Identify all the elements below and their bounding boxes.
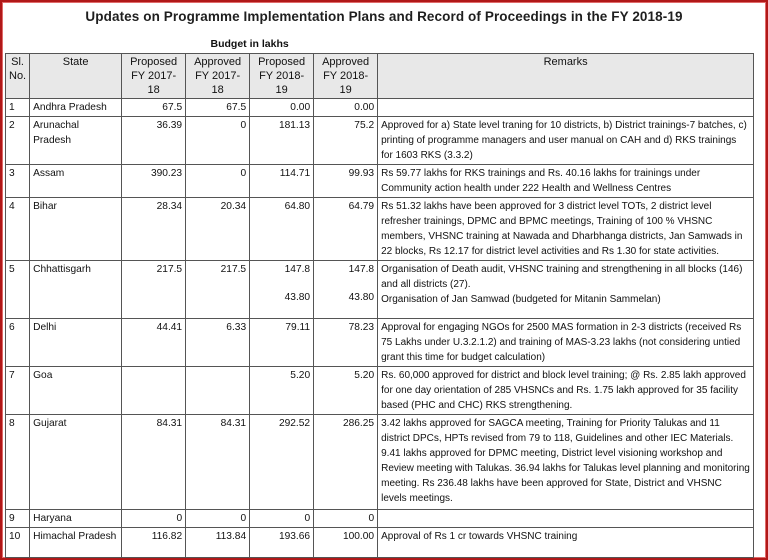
cell-approved-2017-18: 6.33	[186, 319, 250, 367]
value-secondary: 43.80	[284, 292, 311, 303]
table-row	[6, 198, 754, 261]
table-row	[6, 528, 754, 558]
cell-proposed-2017-18	[122, 367, 186, 415]
cell-proposed-2018-19: 292.52	[250, 415, 314, 510]
cell-state: Delhi	[30, 319, 122, 367]
cell-approved-2017-18: 0	[186, 510, 250, 528]
cell-approved-2018-19: 75.2	[314, 117, 378, 165]
cell-remarks: Rs. 60,000 approved for district and block level training; @ Rs. 2.85 lakh approved for one day orientation of 285 VHSNCs and Rs. 1.75 lakh approved for 35 facility based (PHC and CHC) RKS strengthening.	[378, 367, 754, 415]
cell-sl: 5	[6, 261, 30, 319]
cell-proposed-2017-18: 36.39	[122, 117, 186, 165]
cell-approved-2017-18	[186, 367, 250, 415]
cell-remarks: 3.42 lakhs approved for SAGCA meeting, Training for Priority Talukas and 11 district DPCs, HPTs revised from 79 to 118, Guidelines and other IEC Materials. 9.41 lakhs approved for DPMC meeting, District level visioning workshop and Review meeting with Talukas. 36.94 lakhs for Talukas level planning and monitoring meeting. Rs 236.48 lakhs have been approved for State, District and VHSNC levels meetings.	[378, 415, 754, 510]
col-header-sl: Sl. No.	[6, 54, 30, 99]
col-header-approved-2018-19: Approved FY 2018-19	[314, 54, 378, 99]
cell-state: Himachal Pradesh	[30, 528, 122, 558]
value-primary: 147.8	[284, 264, 311, 275]
cell-proposed-2017-18: 84.31	[122, 415, 186, 510]
cell-proposed-2017-18: 28.34	[122, 198, 186, 261]
cell-remarks: Rs 59.77 lakhs for RKS trainings and Rs. 40.16 lakhs for trainings under Community action health under 222 Health and Wellness Centres	[378, 165, 754, 198]
remarks-primary: Organisation of Death audit, VHSNC training and strengthening in all blocks (146) and all districts (27).	[381, 264, 743, 290]
cell-approved-2017-18: 0	[186, 165, 250, 198]
cell-remarks	[378, 510, 754, 528]
remarks-secondary: Organisation of Jan Samwad (budgeted for Mitanin Sammelan)	[381, 294, 661, 305]
table-row	[6, 319, 754, 367]
cell-approved-2018-19: 0	[314, 510, 378, 528]
cell-state: Haryana	[30, 510, 122, 528]
cell-proposed-2018-19	[250, 261, 314, 319]
col-header-approved-2017-18: Approved FY 2017-18	[186, 54, 250, 99]
table-row	[6, 510, 754, 528]
table-row	[6, 261, 754, 319]
cell-remarks	[378, 99, 754, 117]
cell-approved-2018-19: 100.00	[314, 528, 378, 558]
cell-proposed-2017-18: 390.23	[122, 165, 186, 198]
cell-approved-2017-18: 113.84	[186, 528, 250, 558]
value-secondary: 43.80	[348, 292, 375, 303]
cell-sl: 2	[6, 117, 30, 165]
cell-approved-2018-19: 78.23	[314, 319, 378, 367]
page-title: Updates on Programme Implementation Plans and Record of Proceedings in the FY 2018-19	[85, 9, 683, 24]
cell-approved-2017-18: 217.5	[186, 261, 250, 319]
col-header-proposed-2018-19: Proposed FY 2018-19	[250, 54, 314, 99]
cell-approved-2018-19: 5.20	[314, 367, 378, 415]
table-row	[6, 415, 754, 510]
cell-approved-2018-19: 64.79	[314, 198, 378, 261]
header-spacer-right	[378, 36, 754, 54]
cell-state: Chhattisgarh	[30, 261, 122, 319]
value-primary: 147.8	[348, 264, 375, 275]
cell-proposed-2017-18: 67.5	[122, 99, 186, 117]
cell-state: Assam	[30, 165, 122, 198]
cell-approved-2017-18: 67.5	[186, 99, 250, 117]
cell-proposed-2018-19: 64.80	[250, 198, 314, 261]
cell-sl: 7	[6, 367, 30, 415]
cell-proposed-2017-18: 116.82	[122, 528, 186, 558]
cell-proposed-2018-19: 5.20	[250, 367, 314, 415]
cell-approved-2018-19: 286.25	[314, 415, 378, 510]
table-row	[6, 165, 754, 198]
cell-approved-2018-19: 0.00	[314, 99, 378, 117]
cell-proposed-2018-19: 114.71	[250, 165, 314, 198]
cell-remarks	[378, 261, 754, 319]
cell-remarks: Approval for engaging NGOs for 2500 MAS formation in 2-3 districts (received Rs 75 Lakhs under U.3.2.1.2) and training of MAS-3.23 lakhs (not considering untied grant this time for budget calculation)	[378, 319, 754, 367]
cell-sl: 6	[6, 319, 30, 367]
cell-proposed-2018-19: 0	[250, 510, 314, 528]
cell-proposed-2017-18: 217.5	[122, 261, 186, 319]
cell-state: Arunachal Pradesh	[30, 117, 122, 165]
cell-proposed-2018-19: 193.66	[250, 528, 314, 558]
cell-sl: 4	[6, 198, 30, 261]
cell-proposed-2017-18: 0	[122, 510, 186, 528]
table-row	[6, 367, 754, 415]
header-spacer	[6, 36, 122, 54]
col-header-proposed-2017-18: Proposed FY 2017-18	[122, 54, 186, 99]
cell-proposed-2018-19: 181.13	[250, 117, 314, 165]
cell-state: Gujarat	[30, 415, 122, 510]
cell-approved-2018-19	[314, 261, 378, 319]
cell-approved-2017-18: 84.31	[186, 415, 250, 510]
cell-sl: 9	[6, 510, 30, 528]
cell-approved-2017-18: 0	[186, 117, 250, 165]
cell-state: Andhra Pradesh	[30, 99, 122, 117]
table-row	[6, 99, 754, 117]
cell-approved-2017-18: 20.34	[186, 198, 250, 261]
col-header-remarks: Remarks	[378, 54, 754, 99]
cell-remarks: Approved for a) State level traning for 10 districts, b) District trainings-7 batches, c) printing of programme managers and user manual on CAH and d) RKS trainings for 1603 RKS (3.3.2)	[378, 117, 754, 165]
cell-proposed-2017-18: 44.41	[122, 319, 186, 367]
col-header-state: State	[30, 54, 122, 99]
table-row	[6, 117, 754, 165]
cell-sl: 1	[6, 99, 30, 117]
cell-approved-2018-19: 99.93	[314, 165, 378, 198]
cell-state: Bihar	[30, 198, 122, 261]
cell-remarks: Approval of Rs 1 cr towards VHSNC training	[378, 528, 754, 558]
cell-remarks: Rs 51.32 lakhs have been approved for 3 district level TOTs, 2 district level refresher trainings, DPMC and BPMC meetings, Training of 100 % VHSNC members, VHSNC training at Nawada and Dharbhanga districts, Jan Samwads in 22 blocks, Rs 12.17 for district level activities and Rs 1.30 for state activities.	[378, 198, 754, 261]
budget-header: Budget in lakhs	[122, 36, 378, 54]
cell-sl: 3	[6, 165, 30, 198]
budget-table	[5, 36, 754, 558]
cell-sl: 10	[6, 528, 30, 558]
cell-state: Goa	[30, 367, 122, 415]
cell-proposed-2018-19: 79.11	[250, 319, 314, 367]
cell-sl: 8	[6, 415, 30, 510]
cell-proposed-2018-19: 0.00	[250, 99, 314, 117]
